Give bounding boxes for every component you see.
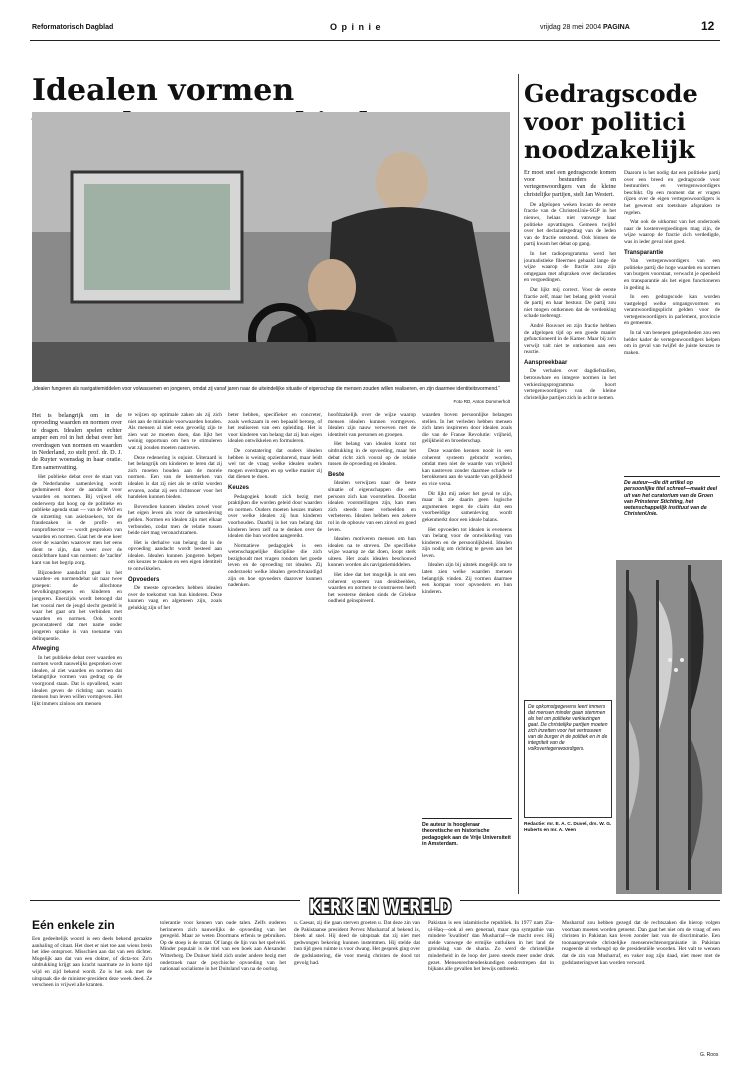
page-number: 12	[701, 19, 715, 33]
subheading: Afweging	[32, 646, 59, 653]
paragraph: Daarom is het nodig dat een politieke partij over een breed en gedragscode voor bestuurders en vertegenwoordigers beschikt. Op een moment dat er vragen rijzen over de eigen vertegenwoordigers is het gewenst om toetsbare afspraken te regelen.	[624, 170, 720, 216]
paragraph: Bovendien kunnen idealen zowel voor het eigen leven als voor de samenleving gelden. Normen en idealen zijn met elkaar verbonden, zodat men de relatie tussen beide niet mag veronachtzamen.	[128, 503, 222, 537]
paragraph: u. Caesar, zij die gaan sterven groeten u. Dat deze zin van de Pakistaanse president Pervez Musharraf al bekend is, bleek al snel. Hij deed de uitspraak dat zij niet met gedwongen bekering kunnen instemmen. Hij stelde dat hun tijd geen ruimte is voor dwang. Het gesprek ging over de godslastering, die voor menig christen de dood tot gevolg had.	[294, 920, 420, 966]
paragraph: Het opvoeden tot idealen is eveneens van belang voor de ontwikkeling van kinderen en de persoonlijkheid. Idealen zijn nodig om richting te geven aan het leven.	[422, 526, 512, 559]
paragraph: De verhalen over dagdiefstallen, betrouwbare en integere normen in het verkiezingsprogramma hoort vertegenwoordigers van de kleine christelijke partijen zich in acht te nemen.	[524, 368, 616, 401]
paragraph: Het publieke debat over de staat van de Nederlandse samenleving wordt gedomineerd door de aandacht voor waarden en normen. Bij vrijwel elk onderwerp dat hoog op de politieke en publieke agenda staat — van de WAO en de uitzetting van asielzoekers, tot de fraudezaken in de profit- en nonprofitsector — wordt gesproken van waarden en normen. Gaat het de ene keer over de waarden waarover men het eens dient te zijn, dan weer over de onzichtbare hand van normen: de 'zachte' kant van het begrip zorg.	[32, 474, 122, 566]
subheading: Opvoeders	[128, 576, 160, 583]
paragraph: Normatieve pedagogiek is een wetenschappelijke discipline die zich bezighoudt met vragen rondom het goede leven en de opvoeding tot idealen. Zij onderzoekt welke idealen gerechtvaardigd zijn en hoe opvoeders daarover kunnen nadenken.	[228, 542, 322, 589]
kerk-column-5	[562, 920, 720, 1050]
photo-credit: Foto RD, Anton Dommerholt	[453, 399, 510, 404]
main-author-note: De auteur is hoogleraar theoretische en historische pedagogiek aan de Vrije Universiteit in Amsterdam.	[422, 822, 511, 847]
paragraph: Van vertegenwoordigers van een politieke partij die hoge waarden en normen van burgers voorstaat, verwacht je openheid en transparantie als het eigen functioneren in geding is.	[624, 258, 720, 291]
flags-photo	[616, 560, 722, 894]
flags-illustration	[616, 560, 722, 894]
photo-illustration	[32, 112, 510, 382]
section-label: O p i n i e	[330, 22, 382, 32]
subheading: Beste	[328, 471, 345, 478]
column-divider	[518, 74, 519, 894]
paragraph: tolerantie voor kennen van oude talen. Zelfs ouderen herinneren zich nauwelijks de opvoeding van het geregeld. Maar ze weten Doormans erfenis te gebruiken. Op de stoep is de straat. Of langs de lijn van het spelveld. Minder populair is de titel van een boek aan Alexander Witterberg. De Duitser hield zich onder andere bezig met onderzoek naar de psychische opvoeding van het nationaal socialisme in het Duitsland van na de oorlog.	[160, 920, 286, 973]
page-date: vrijdag 28 mei 2004 PAGINA	[540, 24, 630, 31]
paragraph: Idealen motiveren mensen om hun idealen na te streven. De specifieke wijze waarop ze dat doen, loopt sterk uiteen. Het zoals idealen beschouwd kunnen worden als navigatiemiddelen.	[328, 536, 416, 569]
main-photo	[32, 112, 510, 382]
main-article-column-3	[228, 412, 322, 892]
kerk-banner-text: KERK EN WERELD	[309, 895, 451, 919]
quote-box	[524, 700, 612, 818]
paragraph: Idealen verwijzen naar de beste situatie of eigenschappen die een persoon zich kan voorstellen. Doordat idealen voorstellingen zijn, kan men zich steeds meer verbeelden en verbeteren. Idealen hebben een zekere rol in de opbouw van een zinvol en goed leven.	[328, 480, 416, 533]
paragraph: te wijzen op optimale zaken als zij zich niet aan de minimale voorwaarden houden. Als mensen al niet eens gevoelig zijn te zien wat ze moeten doen, dan lijkt het weinig opportuun om hen te stimuleren wat zij zouden moeten nastreven.	[128, 412, 222, 451]
paragraph: In een gedragscode kan worden vastgelegd welke omgangsvormen en verantwoordingsplicht gelden voor de vertegenwoordigers in parlement, provincie en gemeente.	[624, 294, 720, 327]
main-article-column-1	[32, 412, 122, 892]
kerk-headline: Eén enkele zin	[32, 918, 115, 932]
paragraph: Dit lijkt mij zeker het geval te zijn, maar ik zie daarin geen logische argumenten tegen de claim dat een voorbeeldige samenleving wordt gekenmerkt door een ideale balans.	[422, 490, 512, 523]
kerk-column-2	[160, 920, 286, 1062]
side-article-column-1	[524, 170, 616, 550]
author-rule	[422, 818, 512, 819]
paragraph: hoofdzakelijk over de wijze waarop mensen idealen kunnen vormgeven. Idealen zijn nauw verweven met de identiteit van personen en groepen.	[328, 412, 416, 438]
kerk-column-1	[32, 936, 152, 1062]
paragraph: Pedagogiek houdt zich bezig met praktijken die worden geleid door waarden en normen. Ouders moeten keuzes maken over welke idealen zij hun kinderen voorhouden. Daarbij is het van belang dat kinderen leren zelf na te denken over de idealen die hun worden aangereikt.	[228, 493, 322, 540]
subheading: Transparantie	[624, 249, 664, 256]
paragraph: beter hebben, specifieker en concreter, zoals werkzaam in een bepaald beroep, of het realiseren van een opleiding. Het is voor kinderen van belang dat zij hun eigen idealen ontwikkelen en formuleren.	[228, 412, 322, 445]
main-headline: Idealen vormen	[32, 73, 295, 108]
paragraph: In het publieke debat over waarden en normen wordt nauwelijks gesproken over idealen, al ziet waarden en normen dat belangrijke vormen van gedrag op de voorgrond staan. Dat is opvallend, want idealen geven de richting aan waarin mensen hun leven willen vormgeven. Het lijkt immers zinloos om mensen	[32, 654, 122, 707]
paragraph: Bijzondere aandacht gaat in het waarden- en normendebat uit naar twee groepen: de allochtone bevolkingsgroepen en kinderen en jongeren. Enerzijds wordt betoogd dat het vooral met de jeugd slecht gesteld is waar het gaat om het verbinden met waarden en normen. Ook wordt geconstateerd dat met name onder jongeren sprake is van toename van delinquentie.	[32, 569, 122, 642]
kerk-banner	[300, 896, 460, 918]
paragraph: Deze waarden kennen nooit in een coherent systeem gebracht worden, omdat men niet de waarde van vrijheid kan nastreven zonder daarmee schade te berokkenen aan de waarde van gelijkheid en vice versa.	[422, 447, 512, 487]
paragraph: In het radioprogramma werd het journalistieke fileermes gehaald lange de wijze waarop de fractie zou zijn omgegaan met afspraken over declaraties en vergoedingen.	[524, 250, 616, 284]
kerk-column-3	[294, 920, 420, 1062]
paragraph: De constatering dat ouders idealen hebben is weinig opzienbarend, maar leidt wel tot de vraag welke idealen ouders mogen overdragen en op welke manier zij dat dienen te doen.	[228, 447, 322, 481]
paragraph: Het idee dat het mogelijk is om een coherent systeem van denkbeelden, waarden en normen te construeren heeft het westerse denken sinds de Griekse oudheid geïnspireerd.	[328, 572, 416, 605]
paragraph: André Rouvoet en zijn fractie hebben de afgelopen tijd op een goede manier gefunctioneerd in de Kamer. Maar bij zo'n verwijt valt niet te ontkomen aan een reactie.	[524, 322, 616, 356]
header-rule	[30, 40, 720, 41]
main-article-column-5	[422, 412, 512, 812]
kerk-signature: G. Roos	[700, 1052, 719, 1058]
side-article-column-2	[624, 170, 720, 470]
main-article-column-4	[328, 412, 416, 892]
side-headline: Gedragscode voor politici noodzakelijk	[524, 79, 698, 164]
kerk-column-4	[428, 920, 554, 1062]
paragraph: Idealen zijn bij uitstek mogelijk om te laten zien welke waarden mensen belangrijk vinden. Zij vormen daarmee een kompas voor opvoeders en hun kinderen.	[422, 562, 512, 595]
paragraph: Het is derhalve van belang dat in de opvoeding aandacht wordt besteed aan idealen. Idealen kunnen jongeren helpen om keuzes te maken en een eigen identiteit te ontwikkelen.	[128, 539, 222, 573]
main-article-column-2	[128, 412, 222, 892]
paragraph: Wat ook de uitkomst van het onderzoek naar de kostenvergoedingen mag zijn, de wijze waarop de fractie zich verdedigde, was in ieder geval niet goed.	[624, 219, 720, 245]
paragraph: De afgelopen weken kwam de eerste fractie van de ChristenUnie-SGP in het nieuws, helaas niet vanwege haar politieke opvattingen. Gemeen twijfel over het declaratiegedrag van de leden van de fractie ontstond. Ook binnen de partij kwam het debat op gang.	[524, 201, 616, 248]
paper-name: Reformatorisch Dagblad	[32, 24, 114, 31]
paragraph: Deze redenering is onjuist. Uiteraard is het belangrijk om kinderen te leren dat zij zich moeten houden aan de morele normen. Een van de kenmerken van idealen is dat zij niet als te strikt worden ervaren, zodat zij een richtsnoer voor het handelen kunnen bieden.	[128, 454, 222, 501]
paragraph: Een gedeeltelijk woord is een deels bekend geraakte aanhaling of citaat. Het doet er niet toe aan wiens brein het idee ontsproot. Misschien aan dat van een dichter. Mogelijk aan dat van een dokter, of dicta-tor. Zo'n uitdrukking krijgt aan kracht naarmate ze in korte tijd wijd en zijd bekend wordt. Zo is het ook met de uitspraak die de minister-president deze week deed. Ze verscheen in vrijwel alle kranten.	[32, 936, 152, 989]
subheading: Aanspreekbaar	[524, 359, 568, 366]
paragraph: In tal van benepen gelegenheden zou een helder kader de vertegenwoordigers helpen om in geval van twijfel de juiste keuzes te maken.	[624, 330, 720, 356]
side-author-note: De auteur—die dit artikel op persoonlijke titel schreef—maakt deel uit van het curatorium van de Groen van Prinsterer Stichting, het wetenschappelijk instituut van de ChristenUnie.	[624, 480, 718, 518]
paragraph: Pakistan is een islamitische republiek. In 1977 nam Zia-ul-Haq—ook al een generaal, maar qua sympathie van mindere 'kwaliteit' dan Musharraf—de macht over. Hij stelde vanwege de ermijke ontluiken in het land de grondslag van de sharia. Zo werd de christelijke minderheid in de loop der jaren steeds meer onder druk gezet. Mensenrechtendeskundigen onderstrepen dat in bijkans alle gevallen het bewijs ontbreekt.	[428, 920, 554, 973]
editorial-credit: Redactie: mr. E. A. C. Duvel, drs. W. G. Huberts en mr. A. Veen	[524, 822, 612, 833]
side-author-rule	[624, 476, 720, 477]
paragraph: De meeste opvoeders hebben idealen over de toekomst van hun kinderen. Deze kunnen vaag en algemeen zijn, zoals gelukkig zijn of het	[128, 585, 222, 612]
paragraph: Musharraf zou hebben gezegd dat de rechtszaken die hierop volgen voortaan moeten worden getoetst. Dan gaat het niet om de vraag of een christen in Pakistan kan leven zonder last van de discriminatie. Een toonaangevende christelijke mensenrechtenorganisatie in Pakistan reageerde al verheugd op de presidentiële woorden. Het valt te wensen dat de zin van Musharraf, en vaker nog zijn daad, niet meer met de godslasteringwet kan worden verward.	[562, 920, 720, 966]
side-intro: Er moet snel een gedragscode komen voor bestuurders en vertegenwoordigers van de kleine christelijke partijen, stelt Jan Westert.	[524, 170, 616, 198]
photo-caption: „Idealen fungeren als navigatiemiddelen voor volwassenen en jongeren, omdat zij vanaf jaren naar de uiteindelijke situatie of eigenschap die mensen zouden willen realiseren, en zijn daarmee identiteitsvormend."	[32, 386, 501, 392]
article-intro: Het is belangrijk om in de opvoeding waarden en normen over te dragen. Idealen spelen echter amper een rol in het debat over het overdragen van normen en waarden in Nederland, zo stelt prof. dr. D. J. de Ruyter woensdag in haar oratie. Een samenvatting.	[32, 412, 122, 471]
subheading: Keuzes	[228, 484, 250, 491]
paragraph: Het belang van idealen komt tot uitdrukking in de opvoeding, maar het debat richt zich vooral op de relatie tussen de opvoeding en idealen.	[328, 441, 416, 468]
paragraph: waarden boven persoonlijke belangen stellen. In het verleden hebben mensen zich laten inspireren door idealen zoals die van de Franse Revolutie: vrijheid, gelijkheid en broederschap.	[422, 412, 512, 445]
quote-text: De opkomstgegevens leert immers dat mensen minder gaan stemmen als het om politieke verkiezingen gaat. De christelijke partijen moeten zich inzetten voor het vertrouwen van de burger in de politiek en in de integriteit van de volksvertegenwoordigers.	[528, 704, 608, 752]
paragraph: Dat lijkt mij correct. Voor de eerste fractie zelf, maar het belang geldt vooral de partij en haar bestuur. De partij zou niet mogen ontkennen dat de verdenking schade toebrengt.	[524, 286, 616, 320]
